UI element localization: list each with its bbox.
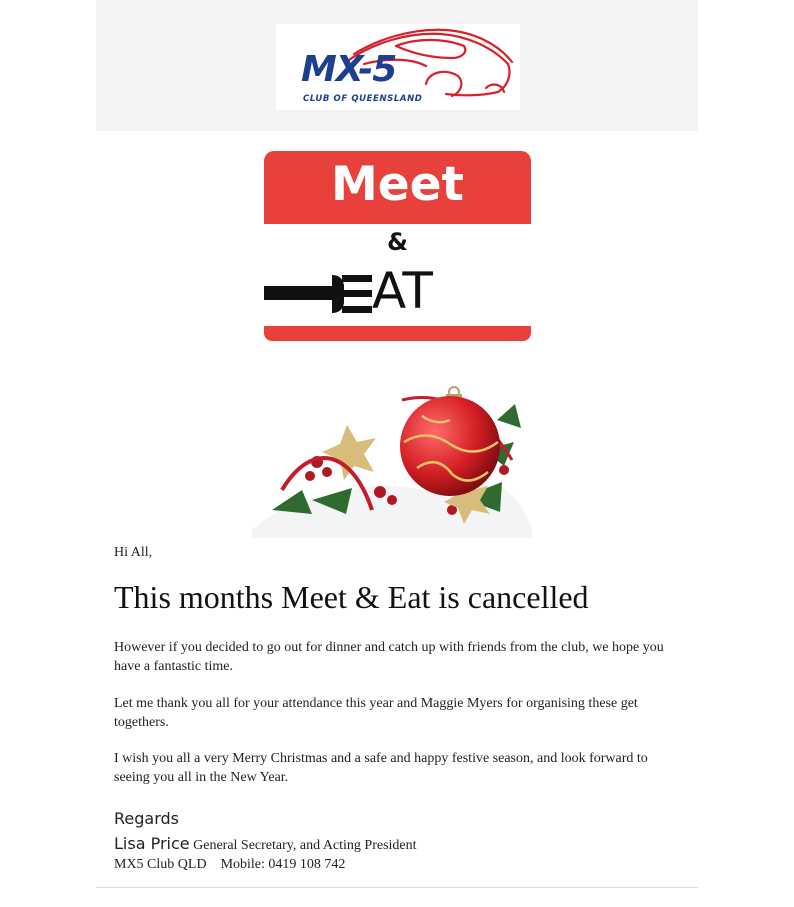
logo-wordmark: MX-5 [301, 49, 397, 90]
club-logo [276, 24, 520, 110]
email-paragraph: Let me thank you all for your attendance this year and Maggie Myers for organising these get togethers. [114, 696, 638, 730]
mobile-number[interactable]: Mobile: 0419 108 742 [220, 857, 346, 872]
christmas-bauble-image [252, 380, 532, 538]
header-band [96, 0, 698, 131]
badge-meet-text: Meet [331, 157, 464, 212]
logo-subtitle: CLUB OF QUEENSLAND [303, 94, 423, 104]
badge-ampersand: & [387, 228, 408, 256]
signer-title: General Secretary, and Acting President [193, 838, 417, 853]
meet-and-eat-badge [264, 151, 531, 341]
fork-icon [264, 271, 374, 317]
regards-label: Regards [114, 809, 179, 828]
signature-block [114, 834, 417, 874]
badge-eat-text: AT [372, 262, 433, 320]
email-body [96, 0, 698, 907]
email-paragraph: I wish you all a very Merry Christmas and a safe and happy festive season, and look forward to seeing you all in the New Year. [114, 751, 648, 785]
signer-name: Lisa Price [114, 834, 190, 853]
badge-bottom-band [264, 326, 531, 341]
footer-divider [96, 887, 698, 888]
club-name: MX5 Club QLD [114, 857, 207, 872]
email-paragraph: However if you decided to go out for dinner and catch up with friends from the club, we hope you have a fantastic time. [114, 640, 664, 674]
email-greeting: Hi All, [114, 545, 153, 560]
email-headline: This months Meet & Eat is cancelled [114, 579, 589, 615]
